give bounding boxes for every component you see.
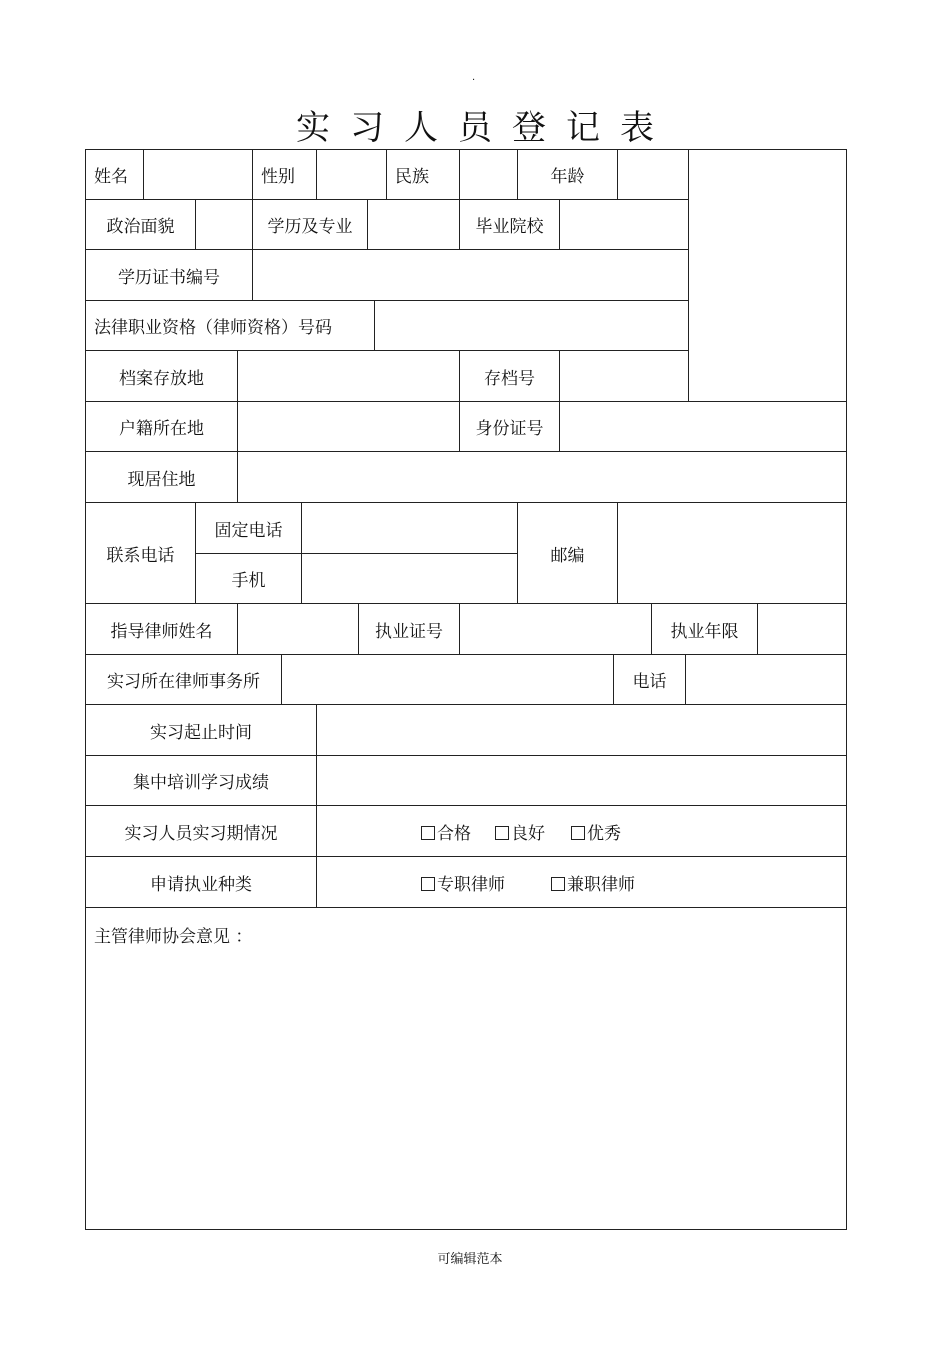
input-internship-period[interactable] [316,704,847,756]
label-graduate-school: 毕业院校 [459,199,560,250]
label-current-address: 现居住地 [85,451,238,503]
option-label: 优秀 [587,823,621,844]
option-label: 专职律师 [437,874,505,895]
label-internship-period: 实习起止时间 [85,704,317,756]
input-ethnicity[interactable] [459,149,518,200]
option-qualified[interactable] [421,819,471,844]
input-archive-no[interactable] [559,350,689,402]
label-mentor-name: 指导律师姓名 [85,603,238,655]
association-opinion-box[interactable] [85,907,847,1230]
photo-area[interactable] [688,149,847,402]
input-phone[interactable] [685,654,847,705]
label-association-opinion: 主管律师协会意见 ： [94,927,253,947]
input-landline[interactable] [301,502,518,554]
label-diploma-no: 学历证书编号 [85,249,253,301]
label-household-location: 户籍所在地 [85,401,238,452]
label-phone: 电话 [613,654,686,705]
option-good[interactable] [495,819,545,844]
label-postcode: 邮编 [517,502,618,604]
label-training-score: 集中培训学习成绩 [85,755,317,806]
label-archive-location: 档案存放地 [85,350,238,402]
label-archive-no: 存档号 [459,350,560,402]
checkbox-icon[interactable] [571,826,585,840]
input-archive-location[interactable] [237,350,460,402]
practice-type-options [316,856,847,908]
input-diploma-no[interactable] [252,249,689,301]
checkbox-icon[interactable] [421,877,435,891]
input-law-firm[interactable] [281,654,614,705]
input-mobile[interactable] [301,553,518,604]
label-education-major: 学历及专业 [252,199,368,250]
page-title: 实习人员登记表 [296,108,674,148]
label-law-firm: 实习所在律师事务所 [85,654,282,705]
internship-status-options [316,805,847,857]
label-political-status: 政治面貌 [85,199,196,250]
input-postcode[interactable] [617,502,847,604]
input-education-major[interactable] [367,199,460,250]
label-mobile: 手机 [195,553,302,604]
option-excellent[interactable] [571,819,621,844]
label-age: 年龄 [517,149,618,200]
option-part-time-lawyer[interactable] [551,870,635,895]
input-political-status[interactable] [195,199,253,250]
label-name: 姓名 [85,149,144,200]
input-gender[interactable] [316,149,387,200]
label-id-no: 身份证号 [459,401,560,452]
input-mentor-name[interactable] [237,603,359,655]
label-internship-status: 实习人员实习期情况 [85,805,317,857]
footer-text: 可编辑范本 [437,1252,503,1267]
label-landline: 固定电话 [195,502,302,554]
label-contact-phone: 联系电话 [85,502,196,604]
option-label: 良好 [511,823,545,844]
input-household-location[interactable] [237,401,460,452]
checkbox-icon[interactable] [551,877,565,891]
input-current-address[interactable] [237,451,847,503]
input-id-no[interactable] [559,401,847,452]
option-full-time-lawyer[interactable] [421,870,505,895]
label-license-no: 执业证号 [358,603,460,655]
option-label: 兼职律师 [567,874,635,895]
label-practice-years: 执业年限 [651,603,758,655]
label-legal-qualification-no: 法律职业资格（律师资格）号码 [85,300,375,351]
label-practice-type: 申请执业种类 [85,856,317,908]
header-dot: . [472,72,476,83]
label-gender: 性别 [252,149,317,200]
checkbox-icon[interactable] [421,826,435,840]
input-name[interactable] [143,149,253,200]
label-ethnicity: 民族 [386,149,460,200]
input-training-score[interactable] [316,755,847,806]
input-legal-qualification-no[interactable] [374,300,689,351]
option-label: 合格 [437,823,471,844]
checkbox-icon[interactable] [495,826,509,840]
input-practice-years[interactable] [757,603,847,655]
input-graduate-school[interactable] [559,199,689,250]
input-age[interactable] [617,149,689,200]
input-license-no[interactable] [459,603,652,655]
